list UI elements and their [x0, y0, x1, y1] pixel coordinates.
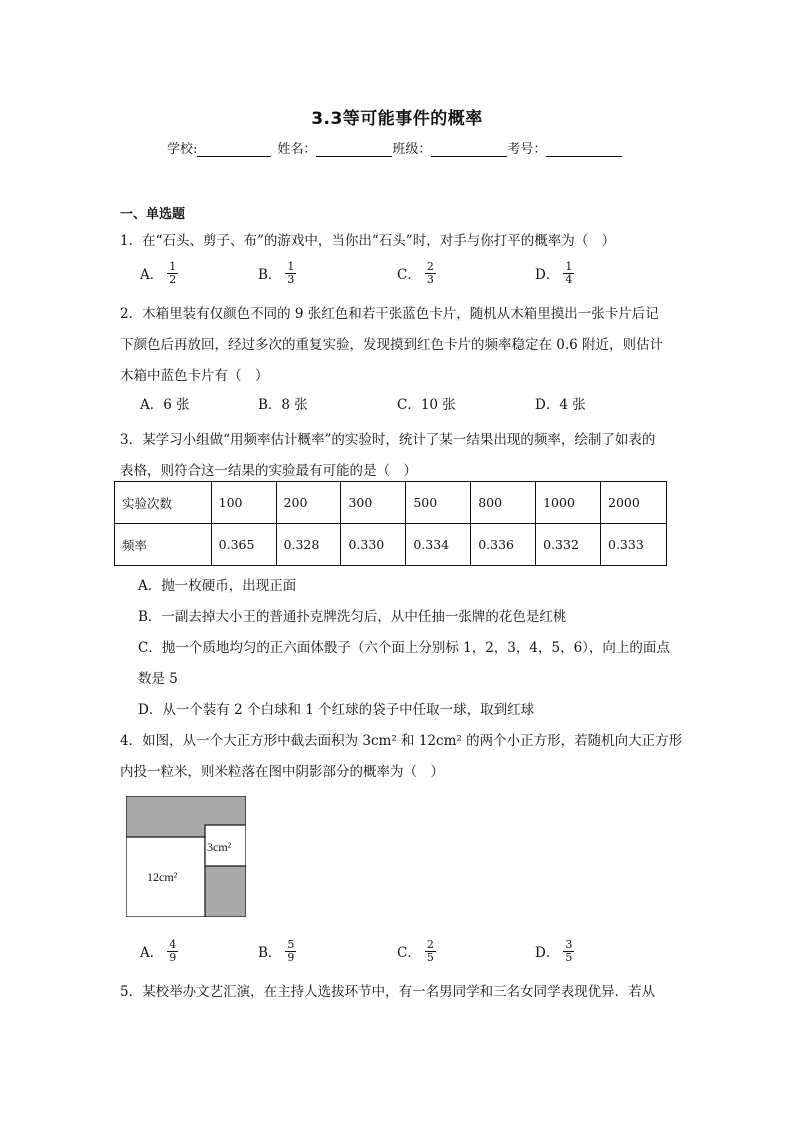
q4-options	[140, 934, 680, 968]
fraction: $\frac{3}{5}$	[565, 937, 573, 964]
q4-option-c[interactable]	[397, 934, 436, 968]
frequency-table	[114, 481, 667, 566]
large-square-label: 12cm²	[147, 870, 178, 884]
squares-figure	[126, 796, 246, 917]
fraction: $\frac{4}{9}$	[169, 937, 177, 964]
exam-no-label: 考号：	[507, 142, 547, 157]
fraction: $\frac{5}{9}$	[287, 937, 295, 964]
q2-option-d[interactable]: D．4 张	[535, 397, 586, 413]
class-label: 班级：	[392, 142, 432, 157]
table-cell: 0.334	[406, 524, 471, 566]
q2-option-b[interactable]: B．8 张	[258, 397, 308, 413]
q2-options	[140, 386, 680, 420]
q4-option-d[interactable]	[535, 934, 574, 968]
q1-option-d[interactable]	[535, 256, 574, 290]
q4-option-a[interactable]	[140, 934, 178, 968]
small-square-label: 3cm²	[207, 840, 232, 854]
table-row	[115, 482, 667, 524]
option-label: B．	[258, 945, 282, 961]
option-label: A．	[140, 945, 164, 961]
fraction: $\frac{1}{2}$	[169, 259, 177, 286]
q1-option-b[interactable]	[258, 256, 296, 290]
q1-option-c[interactable]	[397, 256, 436, 290]
student-info-line	[167, 138, 622, 157]
q3-option-a[interactable]: A．抛一枚硬币，出现正面	[138, 578, 297, 594]
option-label: B．	[258, 267, 282, 283]
table-cell: 300	[341, 482, 406, 524]
option-label: D．	[535, 267, 560, 283]
q3-option-b[interactable]: B．一副去掉大小王的普通扑克牌洗匀后，从中任抽一张牌的花色是红桃	[138, 609, 567, 625]
class-blank[interactable]	[431, 142, 507, 157]
fraction: $\frac{2}{3}$	[426, 259, 434, 286]
q2-line-1: 2．木箱里装有仅颜色不同的 9 张红色和若干张蓝色卡片，随机从木箱里摸出一张卡片后记	[120, 306, 659, 322]
table-cell: 200	[276, 482, 341, 524]
name-label: 姓名：	[277, 142, 317, 157]
q4-line-2: 内投一粒米，则米粒落在图中阴影部分的概率为（ ）	[120, 764, 444, 780]
table-cell: 0.330	[341, 524, 406, 566]
table-cell: 0.333	[601, 524, 667, 566]
table-cell: 800	[471, 482, 536, 524]
table-cell: 2000	[601, 482, 667, 524]
school-blank[interactable]	[197, 142, 271, 157]
table-row	[115, 524, 667, 566]
option-label: C．	[397, 945, 421, 961]
table-header-cell: 实验次数	[115, 482, 212, 524]
q4-option-b[interactable]	[258, 934, 296, 968]
q2-option-c[interactable]: C．10 张	[397, 397, 456, 413]
q3-option-c-continued: 数是 5	[138, 671, 178, 687]
option-label: D．	[535, 945, 560, 961]
table-cell: 500	[406, 482, 471, 524]
q4-line-1: 4．如图，从一个大正方形中截去面积为 3cm² 和 12cm² 的两个小正方形，若随机向大正方形	[120, 733, 683, 749]
q5-text: 5．某校举办文艺汇演，在主持人选拔环节中，有一名男同学和三名女同学表现优异．若从	[120, 984, 656, 1000]
fraction: $\frac{2}{5}$	[426, 937, 434, 964]
fraction: $\frac{1}{4}$	[565, 259, 573, 286]
option-label: C．	[397, 267, 421, 283]
exam-no-blank[interactable]	[546, 142, 622, 157]
table-cell: 0.365	[211, 524, 276, 566]
q1-option-a[interactable]	[140, 256, 178, 290]
school-label: 学校:	[167, 142, 198, 157]
q3-line-1: 3．某学习小组做“用频率估计概率”的实验时，统计了某一结果出现的频率，绘制了如表的	[120, 432, 656, 448]
option-label: A．	[140, 267, 164, 283]
table-cell: 0.336	[471, 524, 536, 566]
q1-text: 1．在“石头、剪子、布”的游戏中，当你出“石头”时，对手与你打平的概率为（ ）	[120, 233, 616, 249]
name-blank[interactable]	[316, 142, 392, 157]
q3-line-2: 表格，则符合这一结果的实验最有可能的是（ ）	[120, 463, 417, 479]
q2-line-2: 下颜色后再放回，经过多次的重复实验，发现摸到红色卡片的频率稳定在 0.6 附近，则估计	[120, 337, 664, 353]
fraction: $\frac{1}{3}$	[287, 259, 295, 286]
section-heading: 一、单选题	[120, 207, 186, 222]
table-cell: 0.328	[276, 524, 341, 566]
q2-line-3: 木箱中蓝色卡片有（ ）	[120, 368, 269, 384]
table-cell: 0.332	[536, 524, 601, 566]
q3-option-c[interactable]: C．抛一个质地均匀的正六面体骰子（六个面上分别标 1，2，3，4，5，6），向上的面点	[138, 640, 670, 656]
page-title: 3.3等可能事件的概率	[311, 109, 483, 129]
q2-option-a[interactable]: A．6 张	[140, 397, 190, 413]
q1-options	[140, 256, 680, 290]
table-header-cell: 频率	[115, 524, 212, 566]
table-cell: 1000	[536, 482, 601, 524]
table-cell: 100	[211, 482, 276, 524]
q3-option-d[interactable]: D．从一个装有 2 个白球和 1 个红球的袋子中任取一球，取到红球	[138, 702, 535, 718]
